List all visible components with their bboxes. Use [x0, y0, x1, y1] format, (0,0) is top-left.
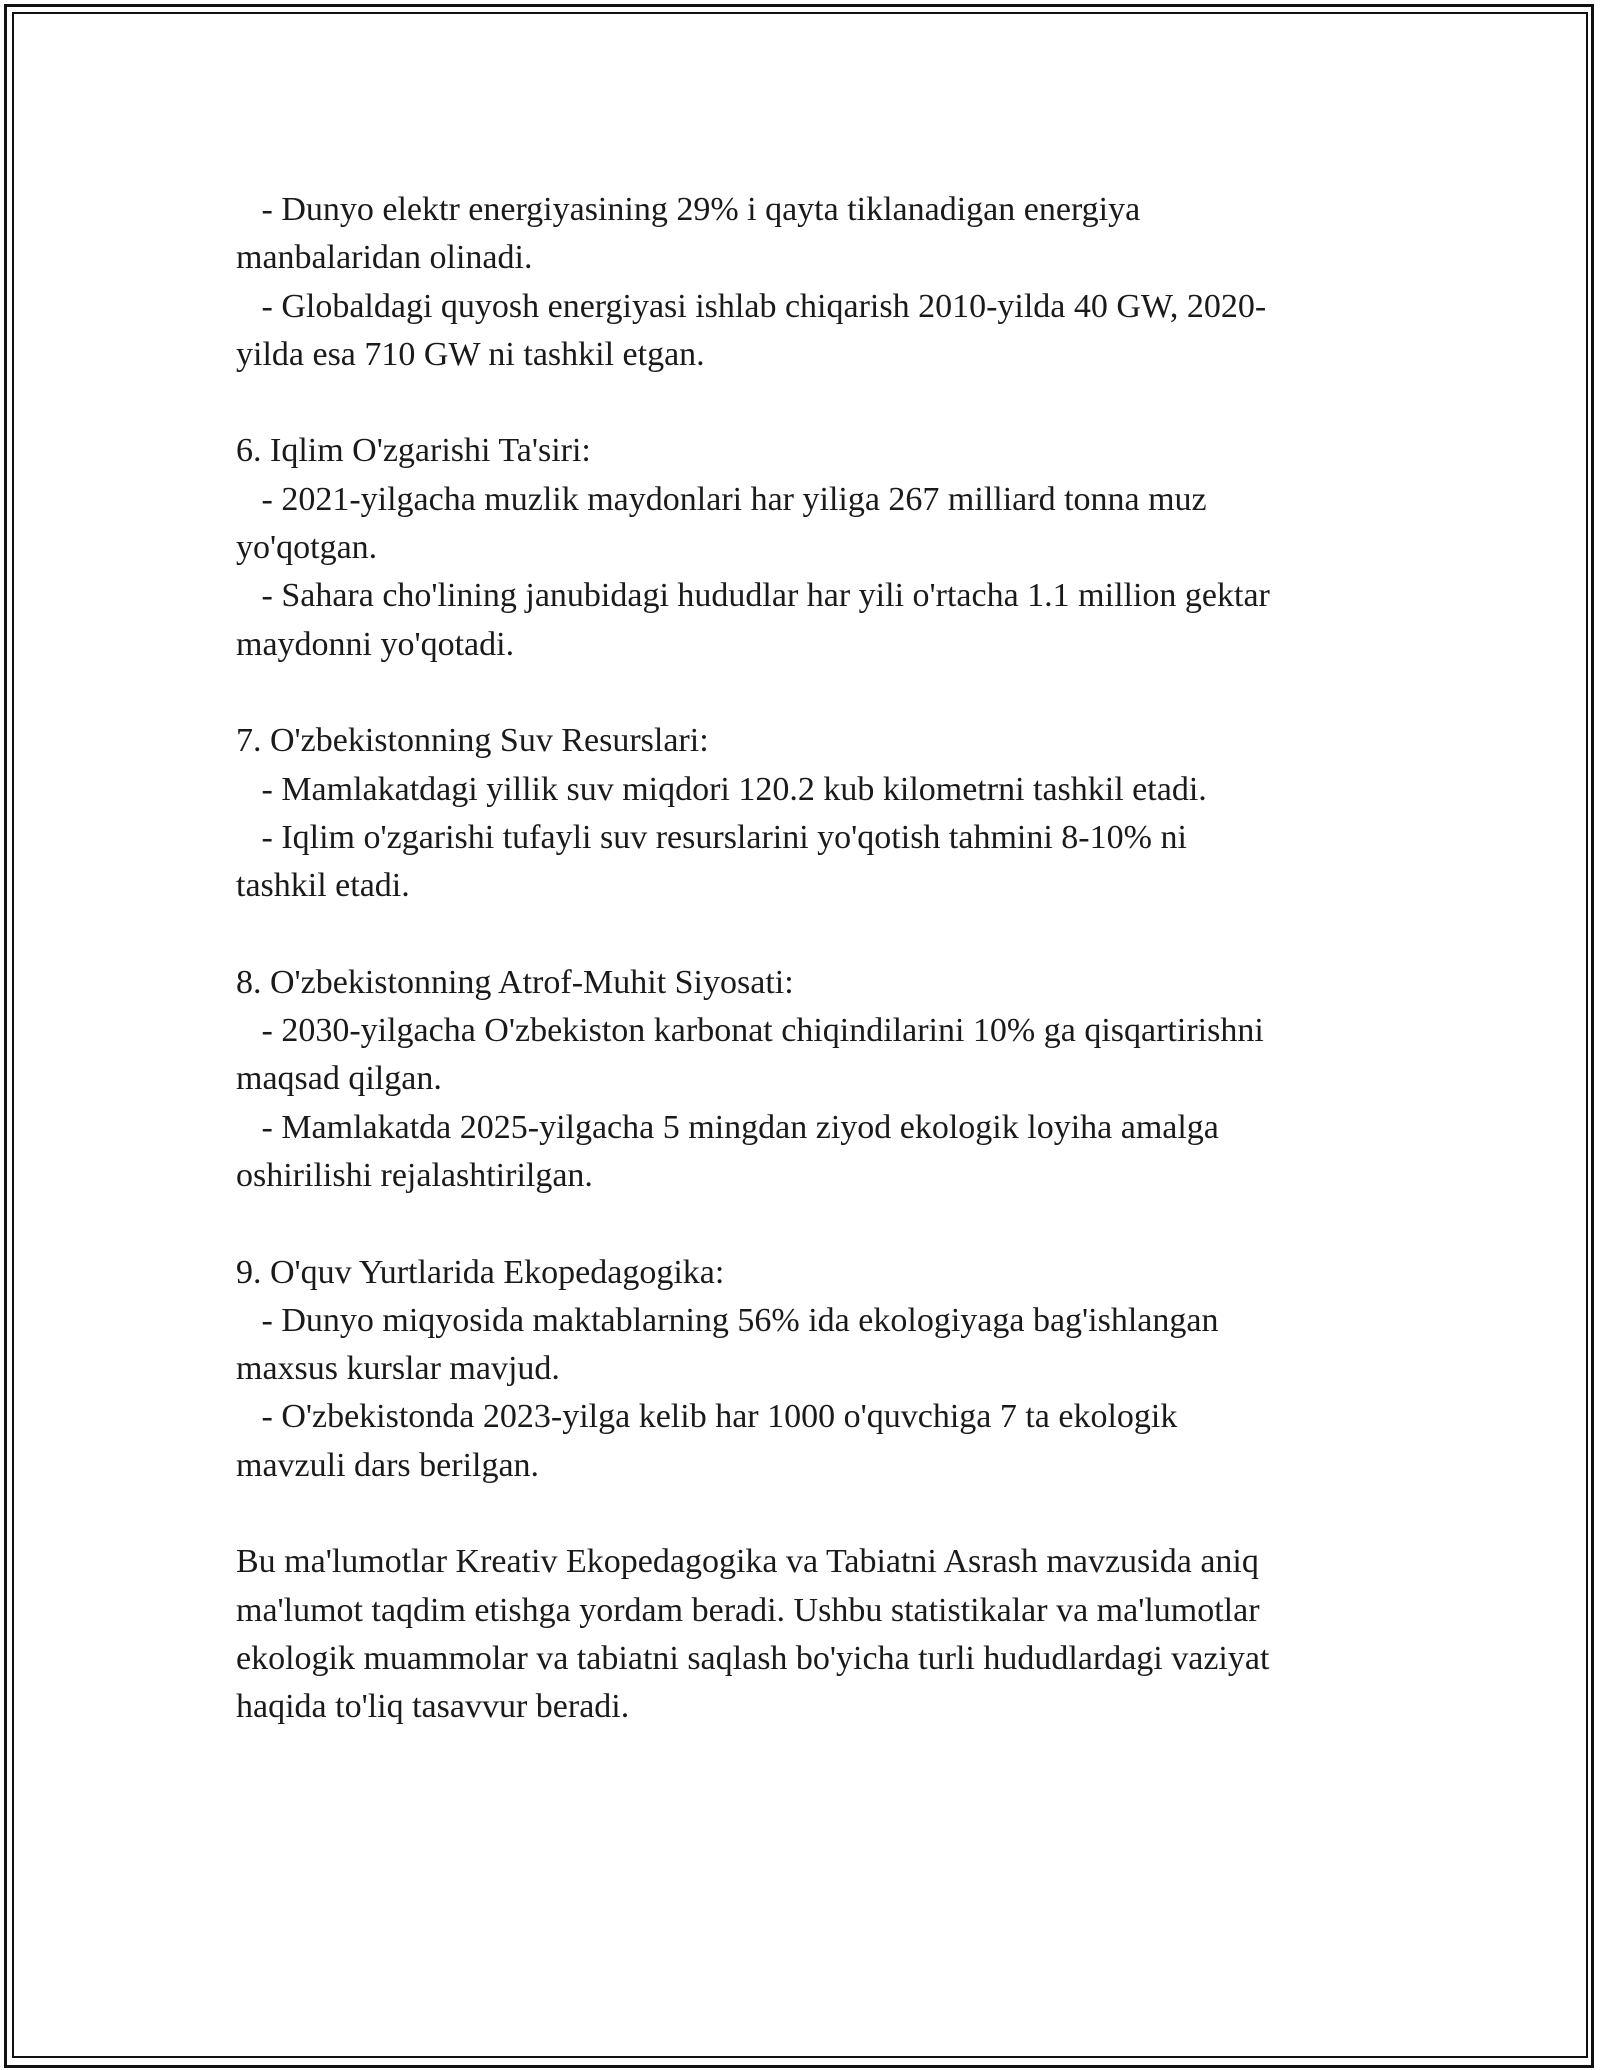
- section-climate-change: [236, 427, 1366, 668]
- text-line: mavzuli dars berilgan.: [236, 1446, 540, 1484]
- text-line: yo'qotgan.: [236, 529, 378, 567]
- section-intro: [236, 186, 1366, 379]
- section-ecopedagogy: [236, 1249, 1366, 1490]
- section-environment-policy: [236, 959, 1366, 1200]
- bullet-line: - Dunyo miqyosida maktablarning 56% ida ekologiyaga bag'ishlangan: [236, 1301, 1219, 1339]
- section-water-resources: [236, 717, 1366, 910]
- text-line: ekologik muammolar va tabiatni saqlash bo'yicha turli hududlardagi vaziyat: [236, 1639, 1270, 1677]
- bullet-line: - Dunyo elektr energiyasining 29% i qayta tiklanadigan energiya: [236, 191, 1141, 228]
- paragraph-gap: [236, 379, 1366, 427]
- section-heading: 7. O'zbekistonning Suv Resurslari:: [236, 722, 709, 760]
- text-line: oshirilishi rejalashtirilgan.: [236, 1156, 593, 1194]
- bullet-line: - Sahara cho'lining janubidagi hududlar har yili o'rtacha 1.1 million gektar: [236, 577, 1270, 615]
- paragraph-gap: [236, 910, 1366, 958]
- conclusion-paragraph: [236, 1538, 1366, 1731]
- text-line: yilda esa 710 GW ni tashkil etgan.: [236, 335, 705, 373]
- paragraph-gap: [236, 1490, 1366, 1538]
- text-line: haqida to'liq tasavvur beradi.: [236, 1688, 630, 1726]
- paragraph-gap: [236, 1200, 1366, 1248]
- text-line: ma'lumot taqdim etishga yordam beradi. Ushbu statistikalar va ma'lumotlar: [236, 1591, 1260, 1629]
- section-heading: 9. O'quv Yurtlarida Ekopedagogika:: [236, 1253, 725, 1291]
- text-line: maxsus kurslar mavjud.: [236, 1350, 560, 1388]
- bullet-line: - Globaldagi quyosh energiyasi ishlab chiqarish 2010-yilda 40 GW, 2020-: [236, 287, 1267, 325]
- text-line: manbalaridan olinadi.: [236, 239, 533, 277]
- bullet-line: - 2030-yilgacha O'zbekiston karbonat chiqindilarini 10% ga qisqartirishni: [236, 1012, 1264, 1050]
- bullet-line: - 2021-yilgacha muzlik maydonlari har yiliga 267 milliard tonna muz: [236, 480, 1207, 518]
- text-line: maqsad qilgan.: [236, 1060, 442, 1098]
- bullet-line: - Mamlakatdagi yillik suv miqdori 120.2 kub kilometrni tashkil etadi.: [236, 770, 1207, 808]
- section-heading: 8. O'zbekistonning Atrof-Muhit Siyosati:: [236, 963, 794, 1001]
- bullet-line: - Iqlim o'zgarishi tufayli suv resurslarini yo'qotish tahmini 8-10% ni: [236, 818, 1187, 856]
- text-line: tashkil etadi.: [236, 867, 410, 905]
- bullet-line: - O'zbekistonda 2023-yilga kelib har 1000 o'quvchiga 7 ta ekologik: [236, 1398, 1178, 1436]
- paragraph-gap: [236, 669, 1366, 717]
- section-heading: 6. Iqlim O'zgarishi Ta'siri:: [236, 432, 591, 470]
- document-body: [236, 186, 1366, 1732]
- text-line: maydonni yo'qotadi.: [236, 625, 515, 663]
- bullet-line: - Mamlakatda 2025-yilgacha 5 mingdan ziyod ekologik loyiha amalga: [236, 1108, 1219, 1146]
- text-line: Bu ma'lumotlar Kreativ Ekopedagogika va Tabiatni Asrash mavzusida aniq: [236, 1543, 1259, 1581]
